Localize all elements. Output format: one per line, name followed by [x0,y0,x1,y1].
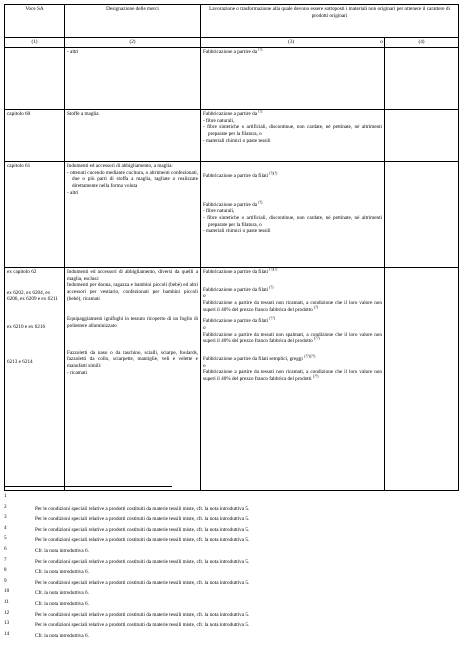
row3-rule [201,162,385,268]
row3-description [65,162,201,268]
footnote-number: 13 [4,620,10,627]
table-row [5,48,459,110]
footnote-text: Per le condizioni speciali relative a prodotti costituiti da materie tessili miste, cfr. la nota introduttiva 5. [35,516,250,523]
footnote [4,493,454,504]
header-sa-heading: Voce SA [5,5,65,38]
footnote-number: 2 [4,503,7,510]
row2-footnote-ref: (?). [258,109,264,114]
footnote [4,567,454,578]
table-row [5,110,459,162]
row4-rule-4: Fabbricazione a partire da filati [203,318,269,325]
footnote [4,620,454,631]
footnote-text: Cfr. la nota introduttiva 6. [35,590,89,597]
footnote [4,599,454,610]
footnote [4,504,454,515]
row4-or-1: o [203,293,206,300]
row4-description-a: Indumenti ed accessori di abbigliamento, diversi da quelli a maglia, esclusi: [67,269,198,282]
footnotes [4,493,454,641]
footnote [4,546,454,557]
row3-description-title: Indumenti ed accessori di abbigliamento, a maglia: [67,163,173,169]
row4-description-c: Equipaggiamenti ignifughi in tessuto ricoperto di un foglio di poliestere alluminizzato [67,316,198,329]
footnote-text: Per le condizioni speciali relative a prodotti costituiti da materie tessili miste, cfr. la nota introduttiva 5. [35,622,250,629]
col-number-1: (1) [5,38,65,48]
row4-footnote-ref-5: (??) [314,336,320,341]
row2-rule-item: - materiali chimici o paste tessili [203,137,271,144]
footnote-number: 6 [4,545,7,552]
footnote-separator [4,486,172,487]
table-row [5,268,459,491]
row4-heading-a: ex capitolo 62 [7,269,37,275]
footnote [4,578,454,589]
row3-rule-b: Fabbricazione a partire da [203,201,258,208]
footnote [4,535,454,546]
row4-or-2: o [203,324,206,331]
row4-or-3: o [203,362,206,369]
footnote-number: 10 [4,588,10,595]
footnote [4,588,454,599]
footnote-number: 5 [4,535,7,542]
row2-description: Stoffe a maglia [65,110,201,162]
row4-heading [5,268,65,491]
row3-footnote-ref-b: (?). [258,199,264,204]
row4-footnote-ref-6: (??)(??) [304,354,316,359]
footnote-number: 1 [4,493,7,499]
column-number-row [5,38,459,48]
row1-rule [201,48,385,110]
row4-description-e: - ricamati [67,369,88,376]
row4-rule-5: Fabbricazione a partire da tessuti non spalmati, a condizione che il loro valore non superi il 40% del prezzo franco fabbrica del prodotto [203,331,382,345]
header-working-processing: Lavorazione o trasformazione alla quale devono essere sottoposti i materiali non originari per ottenere il carattere di prodotti originari [201,5,459,38]
row4-rule-3: Fabbricazione a partire da tessuti non ricamati, a condizione che il loro valore non superi il 40% del prezzo franco fabbrica del prodotto [203,299,382,313]
header-description: Designazione delle merci [65,5,201,38]
footnote [4,557,454,568]
col-number-2: (2) [65,38,201,48]
row2-rule-item: - fibre sintetiche o artificiali, discontinue, non cardate, né pettinate, né altrimenti preparate per la filatura, o [203,124,382,137]
col-number-3-label: (3) [288,39,295,45]
footnote [4,631,454,642]
row3-footnote-ref-a: (?)(?) [269,171,278,176]
footnote-text: Per le condizioni speciali relative a prodotti costituiti da materie tessili miste, cfr. la nota introduttiva 5. [35,537,250,544]
row4-footnote-ref-1: (?)(?) [269,267,278,272]
footnote-text: Per le condizioni speciali relative a prodotti costituiti da materie tessili miste, cfr. la nota introduttiva 5. [35,558,250,565]
footnote-text: Per le condizioni speciali relative a prodotti costituiti da materie tessili miste, cfr. la nota introduttiva 5. [35,579,250,586]
footnote-text: Cfr. la nota introduttiva 6. [35,632,89,639]
col-or-label: o [380,39,383,45]
footnote-text: Cfr. la nota introduttiva 6. [35,600,89,607]
row3-alt-rule [385,162,459,268]
row4-rule-7: Fabbricazione a partire da tessuti non ricamati, a condizione che il loro valore non superi il 40% del prezzo franco fabbrica del prodotti [203,369,382,382]
footnote-number: 11 [4,598,9,605]
row4-footnote-ref-4: (??) [269,316,275,321]
row1-alt-rule [385,48,459,110]
footnote-text: Per le condizioni speciali relative a prodotti costituiti da materie tessili miste, cfr. la nota introduttiva 5. [35,611,250,618]
row1-footnote-ref: (?). [258,47,264,52]
row2-alt-rule [385,110,459,162]
row1-description: - altri [65,48,201,110]
footnote-number: 7 [4,556,7,563]
footnote [4,514,454,525]
row4-footnote-ref-7: (??) [312,374,319,379]
row3-rule-a: Fabbricazione a partire da filati [203,173,269,179]
col-number-4: (4) [385,38,459,48]
footnote-text: Per le condizioni speciali relative a prodotti costituiti da materie tessili miste, cfr. la nota introduttiva 5. [35,526,250,533]
footnote-number: 3 [4,514,7,521]
row2-rule-intro: Fabbricazione a partire da [203,111,258,117]
row4-description-d: Fazzoletti da naso o da taschino, scialli, sciarpe, foulards, fazzoletti da collo, sciarpette, mantiglie, veli e velette e manufatti simili: [67,349,198,369]
row4-rule [201,268,385,491]
row4-rule-2: Fabbricazione a partire da filati [203,286,269,293]
row1-heading [5,48,65,110]
row3-heading: capitolo 61 [5,162,65,268]
row4-alt-rule [385,268,459,491]
table-row [5,162,459,268]
footnote-text: Per le condizioni speciali relative a prodotti costituiti da materie tessili miste, cfr. la nota introduttiva 5. [35,505,250,512]
row1-rule-text: Fabbricazione a partire da [203,49,258,55]
footnote-text: Cfr. la nota introduttiva 6. [35,547,89,554]
row4-description [65,268,201,491]
row4-heading-d: 6213 e 6214 [7,358,33,365]
footnote-number: 8 [4,567,7,574]
row4-heading-b: ex 6202, ex 6204, ex 6206, ex 6209 e ex 6211 [7,289,58,303]
row3-rule-item: - fibre sintetiche o artificiali, discontinue, non cardate, né pettinate, né altrimenti preparate per la filatura, o [203,214,382,228]
col-number-3 [201,38,385,48]
footnote [4,610,454,621]
row4-description-b: Indumenti per donna, ragazza e bambini piccoli (bebè) ed altri accessori per vestiario, confezionati per bambini piccoli (bebè), ricamati [67,282,198,302]
row2-rule-item: - fibre naturali, [203,117,235,124]
footnote-number: 12 [4,609,10,616]
row3-description-item: - altri [67,189,79,196]
row4-footnote-ref-2: (?) [269,284,274,289]
row4-footnote-ref-3: (?) [314,304,319,309]
row2-rule [201,110,385,162]
footnote [4,525,454,536]
row4-rule-1: Fabbricazione a partire da filati [203,269,269,275]
row3-rule-item: - fibre naturali, [203,208,235,215]
footnote-number: 9 [4,577,7,584]
footnote-text: Cfr. la nota introduttiva 6. [35,569,89,576]
table-header-row [5,5,459,38]
origin-rules-table [4,4,459,491]
row4-heading-c: ex 6210 e ex 6216 [7,323,46,330]
footnote-number: 4 [4,524,7,531]
row4-rule-6: Fabbricazione a partire da filati semplici, greggi [203,355,303,362]
row2-heading: capitolo 60 [5,110,65,162]
row3-description-item: - ottenuti cucendo mediante cucitura, o altrimenti confezionati, due o più parti di stoffa a maglia, tagliate o realizzate direttamente nella forma voluta [67,169,198,189]
row3-rule-item: - materiali chimici o paste tessili [203,228,271,235]
footnote-number: 14 [4,630,10,637]
